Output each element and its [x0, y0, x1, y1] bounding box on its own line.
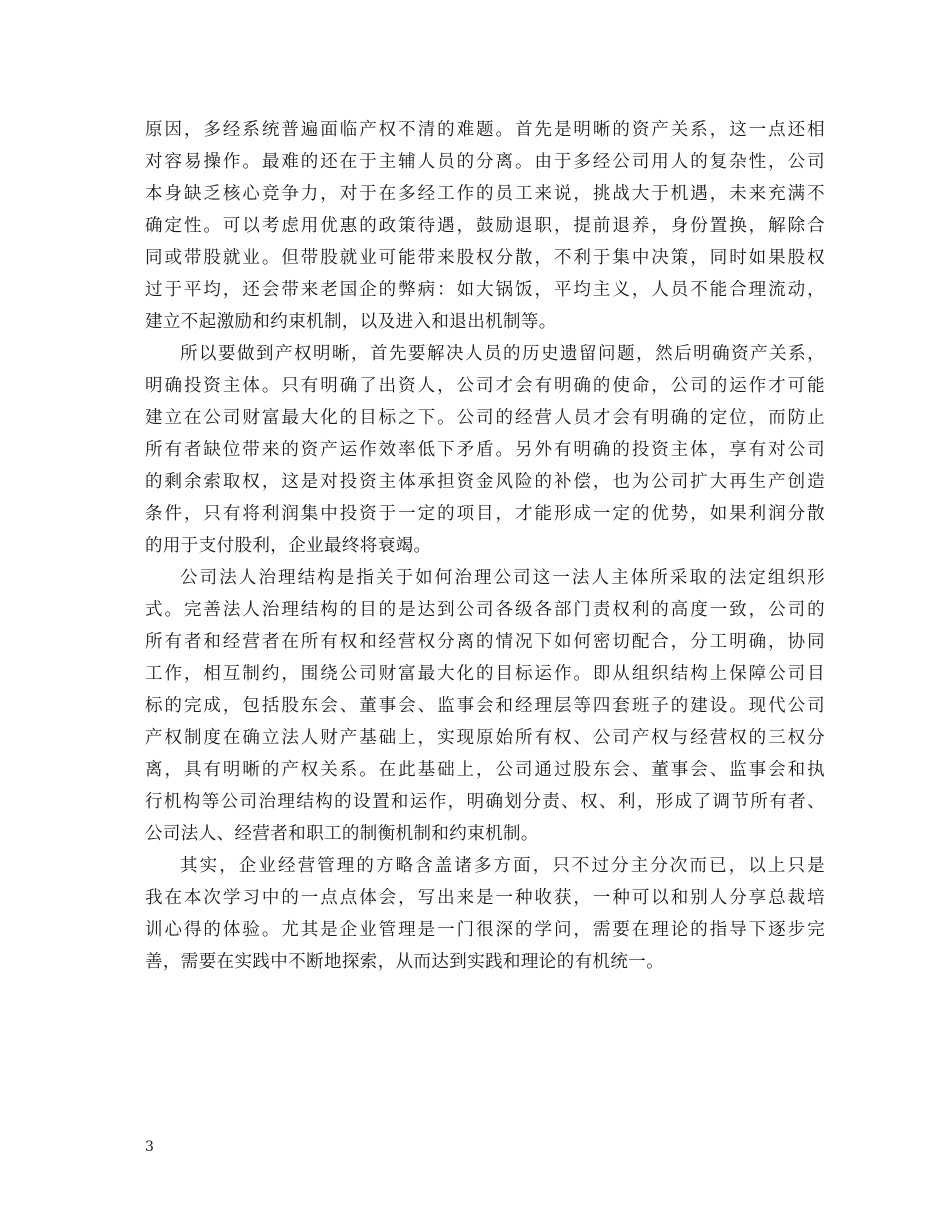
paragraph-2-line-5: 的剩余索取权，这是对投资主体承担资金风险的补偿，也为公司扩大再生产创造: [145, 472, 825, 492]
paragraph-2-line-2: 明确投资主体。只有明确了出资人，公司才会有明确的使命，公司的运作才可能: [145, 376, 825, 396]
paragraph-1-line-4: 确定性。可以考虑用优惠的政策待遇，鼓励退职，提前退养，身份置换，解除合: [145, 216, 825, 236]
paragraph-1-line-1: 原因，多经系统普遍面临产权不清的难题。首先是明晰的资产关系，这一点还相: [145, 120, 825, 140]
paragraph-1-line-3: 本身缺乏核心竞争力，对于在多经工作的员工来说，挑战大于机遇，未来充满不: [145, 184, 825, 204]
paragraph-2-line-7: 的用于支付股利，企业最终将衰竭。: [145, 536, 432, 556]
paragraph-3-line-5: 标的完成，包括股东会、董事会、监事会和经理层等四套班子的建设。现代公司: [145, 696, 825, 716]
paragraph-3-line-6: 产权制度在确立法人财产基础上，实现原始所有权、公司产权与经营权的三权分: [145, 728, 825, 748]
paragraph-2-line-4: 所有者缺位带来的资产运作效率低下矛盾。另外有明确的投资主体，享有对公司: [145, 440, 825, 460]
paragraph-4-line-4: 善，需要在实践中不断地探索，从而达到实践和理论的有机统一。: [145, 952, 665, 972]
paragraph-2-line-6: 条件，只有将利润集中投资于一定的项目，才能形成一定的优势，如果利润分散: [145, 504, 825, 524]
paragraph-3-line-9: 公司法人、经营者和职工的制衡机制和约束机制。: [145, 824, 539, 844]
document-body: [145, 114, 825, 978]
paragraph-3-line-4: 工作，相互制约，围绕公司财富最大化的目标运作。即从组织结构上保障公司目: [145, 664, 825, 684]
paragraph-3-line-2: 式。完善法人治理结构的目的是达到公司各级各部门责权利的高度一致，公司的: [145, 600, 825, 620]
paragraph-2-line-3: 建立在公司财富最大化的目标之下。公司的经营人员才会有明确的定位，而防止: [145, 408, 825, 428]
paragraph-1-line-7: 建立不起激励和约束机制，以及进入和退出机制等。: [145, 312, 557, 332]
paragraph-4-line-2: 我在本次学习中的一点点体会，写出来是一种收获，一种可以和别人分享总裁培: [145, 888, 825, 908]
paragraph-1-line-2: 对容易操作。最难的还在于主辅人员的分离。由于多经公司用人的复杂性，公司: [145, 152, 825, 172]
paragraph-4-line-3: 训心得的体验。尤其是企业管理是一门很深的学问，需要在理论的指导下逐步完: [145, 920, 825, 940]
paragraph-3-line-7: 离，具有明晰的产权关系。在此基础上，公司通过股东会、董事会、监事会和执: [145, 760, 825, 780]
paragraph-3-line-1: 公司法人治理结构是指关于如何治理公司这一法人主体所采取的法定组织形: [180, 568, 825, 588]
paragraph-3-line-8: 行机构等公司治理结构的设置和运作，明确划分责、权、利，形成了调节所有者、: [145, 792, 825, 812]
paragraph-2-line-1: 所以要做到产权明晰，首先要解决人员的历史遗留问题，然后明确资产关系，: [180, 344, 825, 364]
paragraph-4-line-1: 其实，企业经营管理的方略含盖诸多方面，只不过分主分次而已，以上只是: [180, 856, 825, 876]
paragraph-3-line-3: 所有者和经营者在所有权和经营权分离的情况下如何密切配合，分工明确，协同: [145, 632, 825, 652]
paragraph-1-line-5: 同或带股就业。但带股就业可能带来股权分散，不利于集中决策，同时如果股权: [145, 248, 825, 268]
paragraph-1-line-6: 过于平均，还会带来老国企的弊病：如大锅饭，平均主义，人员不能合理流动，: [145, 280, 825, 300]
page-number: 3: [145, 1139, 154, 1155]
